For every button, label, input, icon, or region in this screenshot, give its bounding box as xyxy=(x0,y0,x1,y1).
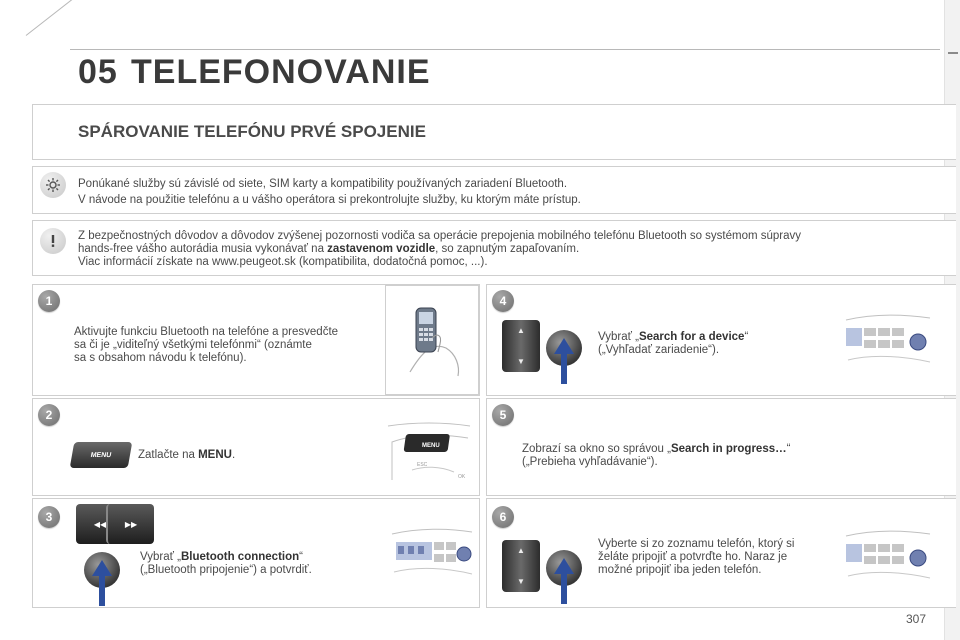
menu-button-illustration: MENU xyxy=(70,442,133,468)
radio-display-illustration-6 xyxy=(842,528,934,588)
step-1-line-1: Aktivujte funkciu Bluetooth na telefóne a presvedčte xyxy=(74,326,339,338)
warning-note-icon-badge xyxy=(40,228,66,254)
step-1-badge: 1 xyxy=(38,290,60,312)
step-2-text-post: . xyxy=(231,449,236,461)
up-down-rocker-illustration xyxy=(502,320,540,372)
chapter-number: 05 xyxy=(78,53,118,91)
step-4-line-1-pre: Vybrať „ xyxy=(598,331,639,343)
step-3-line-1 xyxy=(140,551,303,564)
step-3-line-1-post: “ xyxy=(299,551,303,563)
warning-line-2-bold: zastavenom vozidle xyxy=(327,243,436,255)
step-2-text xyxy=(138,449,235,462)
header-diagonal-rule xyxy=(26,0,75,36)
step-4-badge: 4 xyxy=(492,290,514,312)
step-3-line-2: („Bluetooth pripojenie“) a potvrdiť. xyxy=(140,564,312,576)
page-edge-marker xyxy=(948,52,958,54)
step-4-line-1-post: “ xyxy=(744,331,749,343)
radio-display-illustration-4 xyxy=(842,312,934,372)
up-triangle-icon: ▲ xyxy=(517,546,525,555)
step-5-line-1-post: “ xyxy=(786,443,791,455)
step-5-line-2: („Prebieha vyhľadávanie“). xyxy=(522,456,658,468)
step-3-line-1-pre: Vybrať „ xyxy=(140,551,181,563)
radio-display-illustration xyxy=(388,526,476,582)
up-down-rocker-illustration-6 xyxy=(502,540,540,592)
step-4-line-1-bold: Search for a device xyxy=(638,331,745,343)
step-2-text-bold: MENU xyxy=(198,449,232,461)
arrow-up-icon xyxy=(92,560,112,606)
warning-note-line-2 xyxy=(78,243,579,256)
exclamation-icon xyxy=(45,233,61,249)
step-6-line-3: možné pripojiť iba jeden telefón. xyxy=(598,564,762,576)
chapter-title: TELEFONOVANIE xyxy=(131,53,431,91)
page-number: 307 xyxy=(906,612,927,626)
warning-note-line-1: Z bezpečnostných dôvodov a dôvodov zvýšenej pozornosti vodiča sa operácie prepojenia mobilného telefónu Bluetooth so systémom súpravy xyxy=(78,230,802,242)
down-triangle-icon: ▼ xyxy=(517,577,525,586)
step-4-line-1 xyxy=(598,331,748,344)
section-heading: SPÁROVANIE TELEFÓNU PRVÉ SPOJENIE xyxy=(78,122,426,141)
gear-icon xyxy=(45,177,61,193)
step-5-line-1-bold: Search in progress… xyxy=(670,443,787,455)
rewind-icon: ◀◀ xyxy=(93,519,107,529)
warning-line-2-pre: hands-free vášho autorádia musia vykonávať na xyxy=(78,243,328,255)
radio-menu-key-label: MENU xyxy=(422,443,440,449)
phone-in-hand-illustration xyxy=(402,302,464,378)
step-6-line-1: Vyberte si zo zoznamu telefón, ktorý si xyxy=(598,538,795,550)
step-5-line-1-pre: Zobrazí sa okno so správou „ xyxy=(522,443,671,455)
step-6-badge: 6 xyxy=(492,506,514,528)
step-1-line-3: sa s obsahom návodu k telefónu). xyxy=(74,352,247,364)
step-3-line-1-bold: Bluetooth connection xyxy=(180,551,300,563)
step-1-line-2: sa či je „viditeľný všetkými telefónmi“ (oznámte xyxy=(74,339,312,351)
step-6-line-2: želáte pripojiť a potvrďte ho. Naraz je xyxy=(598,551,788,563)
radio-ok-key-label: OK xyxy=(458,474,466,480)
warning-line-2-post: , so zapnutým zapaľovaním. xyxy=(435,243,580,255)
arrow-up-icon xyxy=(554,338,574,384)
radio-menu-key-illustration xyxy=(384,420,474,486)
step-2-text-pre: Zatlačte na xyxy=(138,449,199,461)
arrow-up-icon xyxy=(554,558,574,604)
header-rule xyxy=(70,49,940,50)
step-5-badge: 5 xyxy=(492,404,514,426)
info-note-icon-badge xyxy=(40,172,66,198)
step-2-badge: 2 xyxy=(38,404,60,426)
radio-esc-key-label: ESC xyxy=(417,462,428,468)
warning-note-line-3: Viac informácií získate na www.peugeot.sk (kompatibilita, dodatočná pomoc, ...). xyxy=(78,256,488,268)
down-triangle-icon: ▼ xyxy=(517,357,525,366)
info-note-line-1: Ponúkané služby sú závislé od siete, SIM karty a kompatibility používaných zariadení Bluetooth. xyxy=(78,178,568,190)
up-triangle-icon: ▲ xyxy=(517,326,525,335)
fast-forward-icon: ▶▶ xyxy=(124,519,138,529)
info-note-line-2: V návode na použitie telefónu a u vášho operátora si prekontrolujte služby, ku ktorým máte prístup. xyxy=(78,194,581,206)
step-5-line-1 xyxy=(522,443,790,456)
seek-forward-button-illustration xyxy=(106,504,154,544)
step-3-badge: 3 xyxy=(38,506,60,528)
step-4-line-2: („Vyhľadať zariadenie“). xyxy=(598,344,720,356)
